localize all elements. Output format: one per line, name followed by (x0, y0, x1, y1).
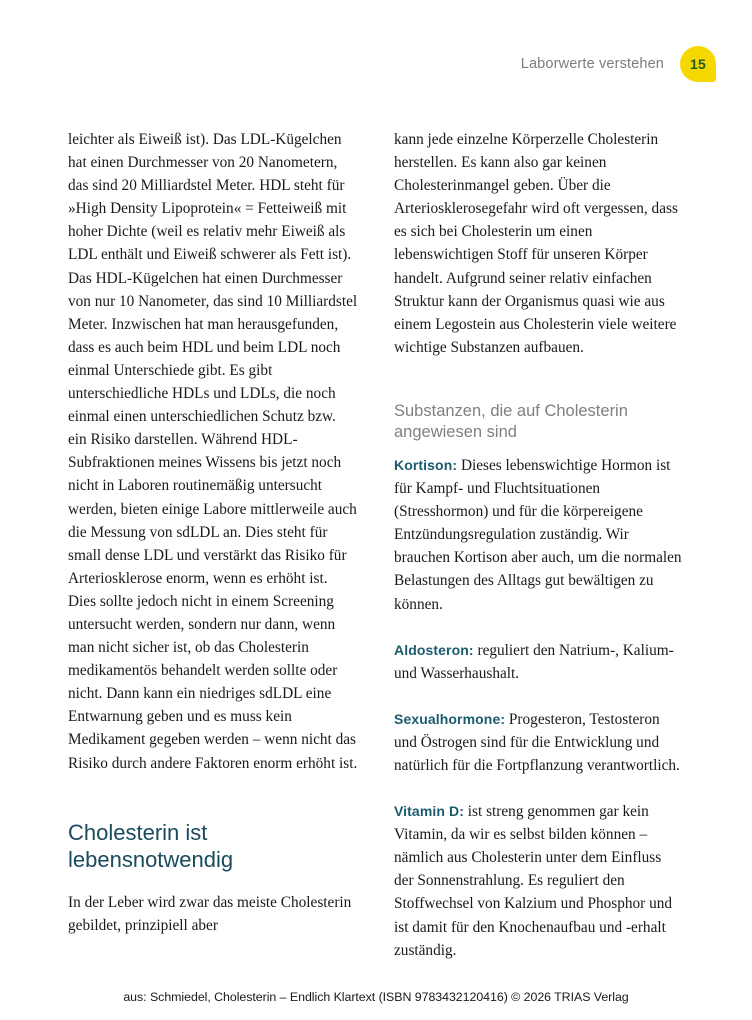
subheading-substanzen: Substanzen, die auf Cholesterin angewiesen sind (394, 401, 628, 442)
entry-text-kortison: Dieses lebenswichtige Hormon ist für Kampf- und Fluchtsituationen (Stresshormon) und für die körpereigene Entzündungsregulation zuständig. Wir brauchen Kortison aber auch, um die normalen Belastungen des Alltags gut bewältigen zu können. (394, 456, 682, 613)
subheading-spacer-bottom (394, 444, 684, 454)
entry-kortison (394, 454, 684, 616)
lead-term-vitamin-d: Vitamin D: (394, 803, 464, 820)
subheading-spacer-top (394, 359, 684, 401)
entry-text-sexualhormone: Progesteron, Testosteron und Östrogen sind für die Entwicklung und natürlich für die Fortpflanzung verantwortlich. (394, 710, 680, 774)
heading-spacer-top (68, 775, 358, 819)
paragraph-koerperzelle-continued: kann jede einzelne Körperzelle Cholesterin herstellen. Es kann also gar keinen Cholesterinmangel geben. Über die Arteriosklerosegefahr wird oft vergessen, dass es sich bei Cholesterin um einen lebenswichtigen Stoff für unseren Körper handelt. Aufgrund seiner relativ einfachen Struktur kann der Organismus quasi wie aus einem Legostein aus Cholesterin viele weitere wichtige Substanzen aufbauen. (394, 131, 678, 356)
lead-term-aldosteron: Aldosteron: (394, 641, 474, 658)
paragraph-ldl-hdl-continued: leichter als Eiweiß ist). Das LDL-Kügelchen hat einen Durchmesser von 20 Nanometern, das sind 20 Milliardstel Meter. HDL steht für »High Density Lipoprotein« = Fetteiweiß mit hoher Dichte (weil es relativ mehr Eiweiß als LDL enthält und Eiweiß schwerer als Fett ist). Das HDL-Kügelchen hat einen Durchmesser von nur 10 Nanometer, das sind 10 Milliardstel Meter. Inzwischen hat man herausgefunden, dass es auch beim HDL und beim LDL noch einmal Unterschiede gibt. Es gibt unterschiedliche HDLs und LDLs, die noch einmal einen unterschiedlichen Schutz bzw. ein Risiko darstellen. Während HDL-Subfraktionen meines Wissens bis jetzt noch nicht in Laboren routinemäßig untersucht werden, bieten einige Labore mittlerweile auch die Messung von sdLDL an. Dies steht für small dense LDL und verstärkt das Risiko für Arteriosklerose enorm, wenn es erhöht ist. Dies sollte jedoch nicht in einem Screening untersucht werden, sondern nur dann, wenn man nicht sicher ist, ob das Cholesterin medikamentös behandelt werden sollte oder nicht. Dann kann ein niedriges sdLDL eine Entwarnung geben und es muss kein Medikament gegeben werden – wenn nicht das Risiko durch andere Faktoren enorm erhöht ist. (68, 131, 358, 772)
page-header (521, 46, 716, 82)
entry-vitamin-d (394, 800, 684, 962)
entry-text-vitamin-d: ist streng genommen gar kein Vitamin, da wir es selbst bilden können – nämlich aus Cholesterin unter dem Einfluss der Sonnenstrahlung. Es reguliert den Stoffwechsel von Kalzium und Phosphor und ist damit für den Knochenaufbau und -erhalt zuständig. (394, 803, 673, 959)
running-header-title: Laborwerte verstehen (520, 56, 664, 72)
entry-sexualhormone (394, 708, 684, 777)
page-columns (68, 128, 684, 962)
right-column (394, 128, 684, 962)
paragraph-leber-cholesterin: In der Leber wird zwar das meiste Cholesterin gebildet, prinzipiell aber (68, 893, 352, 934)
footer-attribution: aus: Schmiedel, Cholesterin – Endlich Klartext (ISBN 9783432120416) © 2026 TRIAS Verlag (123, 990, 629, 1004)
page-number-badge: 15 (680, 46, 716, 82)
lead-term-sexualhormone: Sexualhormone: (394, 710, 506, 727)
entry-aldosteron (394, 639, 684, 685)
entry-text-aldosteron: reguliert den Natrium-, Kalium- und Wasserhaushalt. (394, 641, 674, 682)
section-heading-cholesterin: Cholesterin ist lebensnotwendig (68, 819, 234, 872)
left-column (68, 128, 358, 962)
heading-spacer-bottom (68, 873, 358, 891)
lead-term-kortison: Kortison: (394, 456, 458, 473)
